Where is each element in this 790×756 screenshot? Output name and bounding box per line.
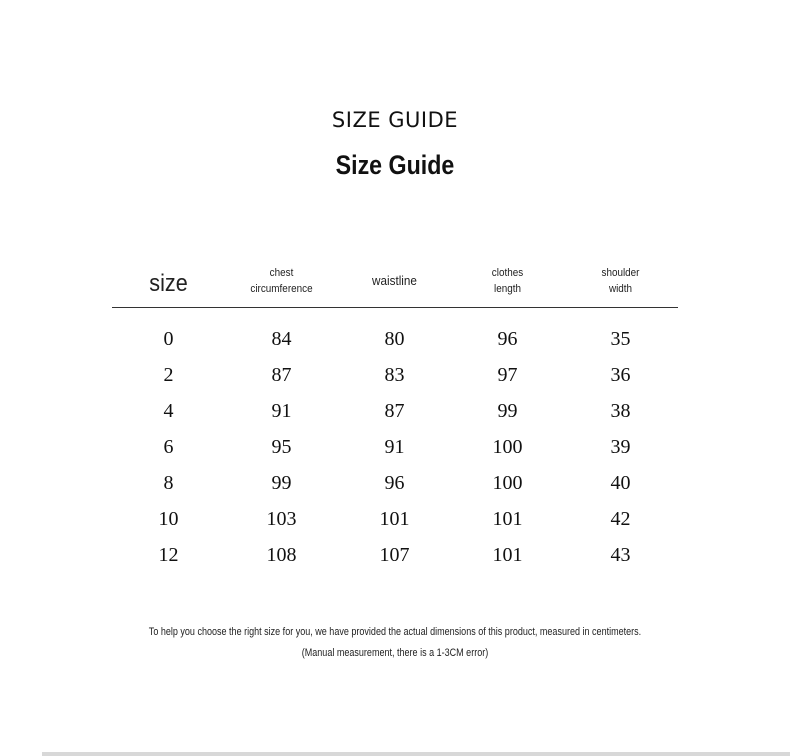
table-body [112,326,678,578]
cell-chest: 99 [271,472,292,494]
cell-shoulder: 40 [610,472,631,494]
cell-length: 96 [497,328,518,350]
table-row [112,434,678,470]
header-shoulder-line2: width [608,283,633,295]
header-waistline-label: waistline [372,273,417,288]
cell-chest: 84 [271,328,292,350]
cell-size: 4 [163,400,174,422]
header-size [118,270,220,298]
table-row [112,326,678,362]
cell-waist: 83 [384,364,405,386]
cell-length: 100 [492,436,523,458]
header-waistline [344,273,446,288]
cell-length: 101 [492,544,523,566]
header-chest-circumference [231,265,333,297]
header-shoulder-width [570,265,672,297]
measurement-note: To help you choose the right size for you, we have provided the actual dimensions of this product, measured in centimeters. [148,626,642,638]
page-subtitle: Size Guide [335,150,455,180]
bottom-divider [42,752,790,756]
cell-shoulder: 43 [610,544,631,566]
cell-waist: 87 [384,400,405,422]
cell-size: 2 [163,364,174,386]
cell-shoulder: 36 [610,364,631,386]
header-clothes-line2: length [494,283,521,295]
cell-length: 99 [497,400,518,422]
size-table [112,258,678,578]
cell-waist: 91 [384,436,405,458]
table-header [112,258,678,308]
cell-shoulder: 39 [610,436,631,458]
cell-chest: 91 [271,400,292,422]
cell-size: 8 [163,472,174,494]
cell-shoulder: 42 [610,508,631,530]
header-clothes-length [457,265,559,297]
cell-waist: 107 [379,544,410,566]
measurement-error-note: (Manual measurement, there is a 1-3CM error) [301,647,489,659]
cell-chest: 95 [271,436,292,458]
cell-length: 101 [492,508,523,530]
cell-waist: 96 [384,472,405,494]
table-row [112,542,678,578]
table-row [112,362,678,398]
header-chest-line1: chest [269,267,294,279]
header-shoulder-line1: shoulder [601,267,640,279]
cell-size: 10 [158,508,179,530]
cell-waist: 101 [379,508,410,530]
table-row [112,398,678,434]
cell-chest: 108 [266,544,297,566]
table-row [112,470,678,506]
cell-shoulder: 38 [610,400,631,422]
table-row [112,506,678,542]
cell-chest: 87 [271,364,292,386]
cell-waist: 80 [384,328,405,350]
cell-length: 100 [492,472,523,494]
cell-length: 97 [497,364,518,386]
cell-size: 6 [163,436,174,458]
cell-shoulder: 35 [610,328,631,350]
header-chest-line2: circumference [250,283,313,295]
header-size-label: size [149,270,188,297]
page-title: SIZE GUIDE [331,108,459,132]
cell-size: 12 [158,544,179,566]
cell-chest: 103 [266,508,297,530]
cell-size: 0 [163,328,174,350]
header-clothes-line1: clothes [491,267,524,279]
